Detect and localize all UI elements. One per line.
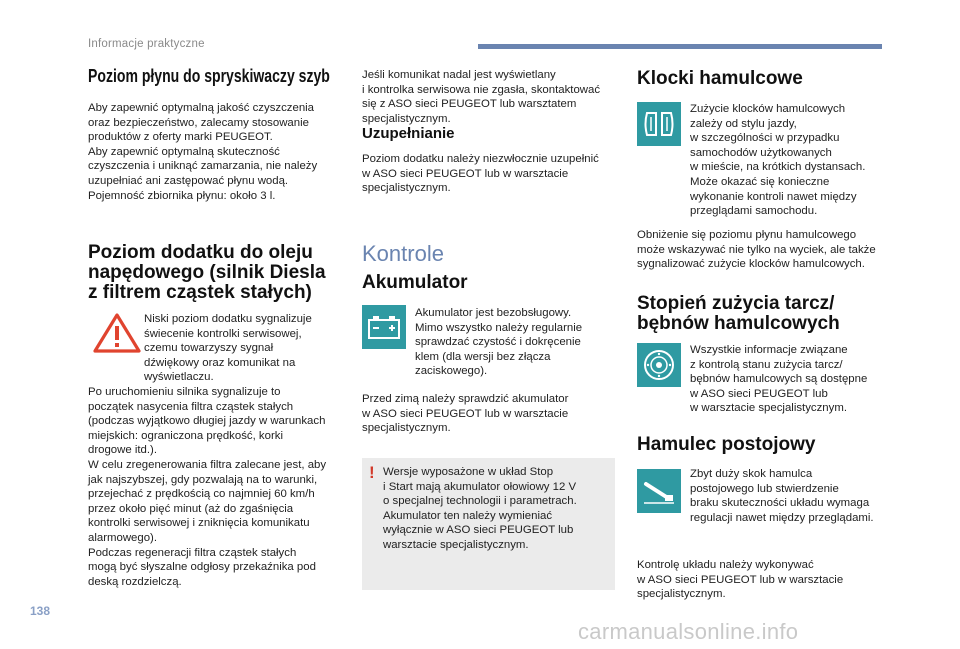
parking-brake-text: Zbyt duży skok hamulca postojowego lub stwierdzenie braku skuteczności układu wymaga regulacji nawet między przeglądami. — [690, 468, 874, 524]
section-header: Informacje praktyczne — [88, 38, 205, 50]
brake-pads-title: Klocki hamulcowe — [637, 68, 803, 89]
intro-text: Jeśli komunikat nadal jest wyświetlany i kontrolka serwisowa nie zgasła, skontaktować się z ASO sieci PEUGEOT lub warsztatem specjalistycznym. — [362, 69, 601, 125]
warning-triangle-icon — [92, 312, 142, 359]
diesel-additive-text: Po uruchomieniu silnika sygnalizuje to początek nasycenia filtra cząstek stałych (podczas wyjątkowo długiej jazdy w warunkach miejskich: ograniczona prędkość, korki drogowe itd.). W celu zregenerowania filtra zalecane jest, aby jak najszybszej, gdy pozwalają na to warunki, przejechać z prędkością co najmniej 60 km/h przez około pięć minut (aż do zgaśnięcia kontrolki serwisowej i zniknięcia komunikatu alarmowego). Podczas regeneracji filtra cząstek stałych mogą być słyszalne odgłosy przekaźnika pod deską rozdzielczą. — [88, 386, 327, 588]
spray-fluid-text: Aby zapewnić optymalną jakość czyszczenia oraz bezpieczeństwo, zalecamy stosowanie produktów z oferty marki PEUGEOT. Aby zapewnić optymalną skuteczność czyszczenia i uniknąć zamarzania, nie należy uzupełniać ani zastępować płynu wodą. Pojemność zbiornika płynu: około 3 l. — [88, 102, 318, 202]
brake-fluid-text: Obniżenie się poziomu płynu hamulcowego może wskazywać nie tylko na wyciek, ale także sygnalizować zużycie klocków hamulcowych. — [637, 229, 876, 271]
page-number: 138 — [30, 604, 51, 618]
watermark: carmanualsonline.info — [578, 619, 799, 644]
brake-disc-icon — [637, 343, 681, 387]
stop-start-note-text: Wersje wyposażone w układ Stop i Start mają akumulator ołowiowy 12 V o specjalnej technologii i parametrach. Akumulator ten należy wymieniać wyłącznie w ASO sieci PEUGEOT lub warsztacie specjalistycznym. — [383, 466, 577, 551]
parking-brake-icon — [637, 469, 681, 513]
kontrole-title: Kontrole — [362, 241, 444, 266]
brake-pads-text: Zużycie klocków hamulcowych zależy od stylu jazdy, w szczególności w przypadku samochodów użytkowanych w mieście, na krótkich dystansach. Może okazać się konieczne wykonanie kontroli nawet między przeglądami samochodu. — [690, 103, 866, 218]
diesel-warning-text: Niski poziom dodatku sygnalizuje świecenie kontrolki serwisowej, czemu towarzyszy sygnał dźwiękowy oraz komunikat na wyświetlaczu. — [144, 313, 312, 384]
winter-text: Przed zimą należy sprawdzić akumulator w ASO sieci PEUGEOT lub w warsztacie specjalistycznym. — [362, 393, 569, 435]
parking-brake-check-text: Kontrolę układu należy wykonywać w ASO sieci PEUGEOT lub w warsztacie specjalistycznym. — [637, 559, 844, 601]
diesel-additive-title: Poziom dodatku do oleju napędowego (silnik Diesla z filtrem cząstek stałych) — [88, 242, 326, 303]
battery-icon — [362, 305, 406, 349]
exclamation-icon: ! — [369, 463, 375, 482]
brake-pads-icon — [637, 102, 681, 146]
battery-title: Akumulator — [362, 272, 468, 293]
refill-text: Poziom dodatku należy niezwłocznie uzupełnić w ASO sieci PEUGEOT lub w warsztacie specjalistycznym. — [362, 153, 599, 195]
header-bar — [478, 44, 882, 49]
refill-title: Uzupełnianie — [362, 125, 455, 142]
spray-fluid-title: Poziom płynu do spryskiwaczy szyb — [88, 66, 330, 86]
brake-discs-title: Stopień zużycia tarcz/ bębnów hamulcowych — [637, 293, 840, 334]
brake-discs-text: Wszystkie informacje związane z kontrolą stanu zużycia tarcz/ bębnów hamulcowych są dostępne w ASO sieci PEUGEOT lub w warsztacie specjalistycznym. — [690, 344, 868, 415]
battery-text: Akumulator jest bezobsługowy. Mimo wszystko należy regularnie sprawdzać czystość i dokręcenie klem (dla wersji bez złącza zaciskowego). — [415, 307, 583, 378]
parking-brake-title: Hamulec postojowy — [637, 434, 816, 455]
